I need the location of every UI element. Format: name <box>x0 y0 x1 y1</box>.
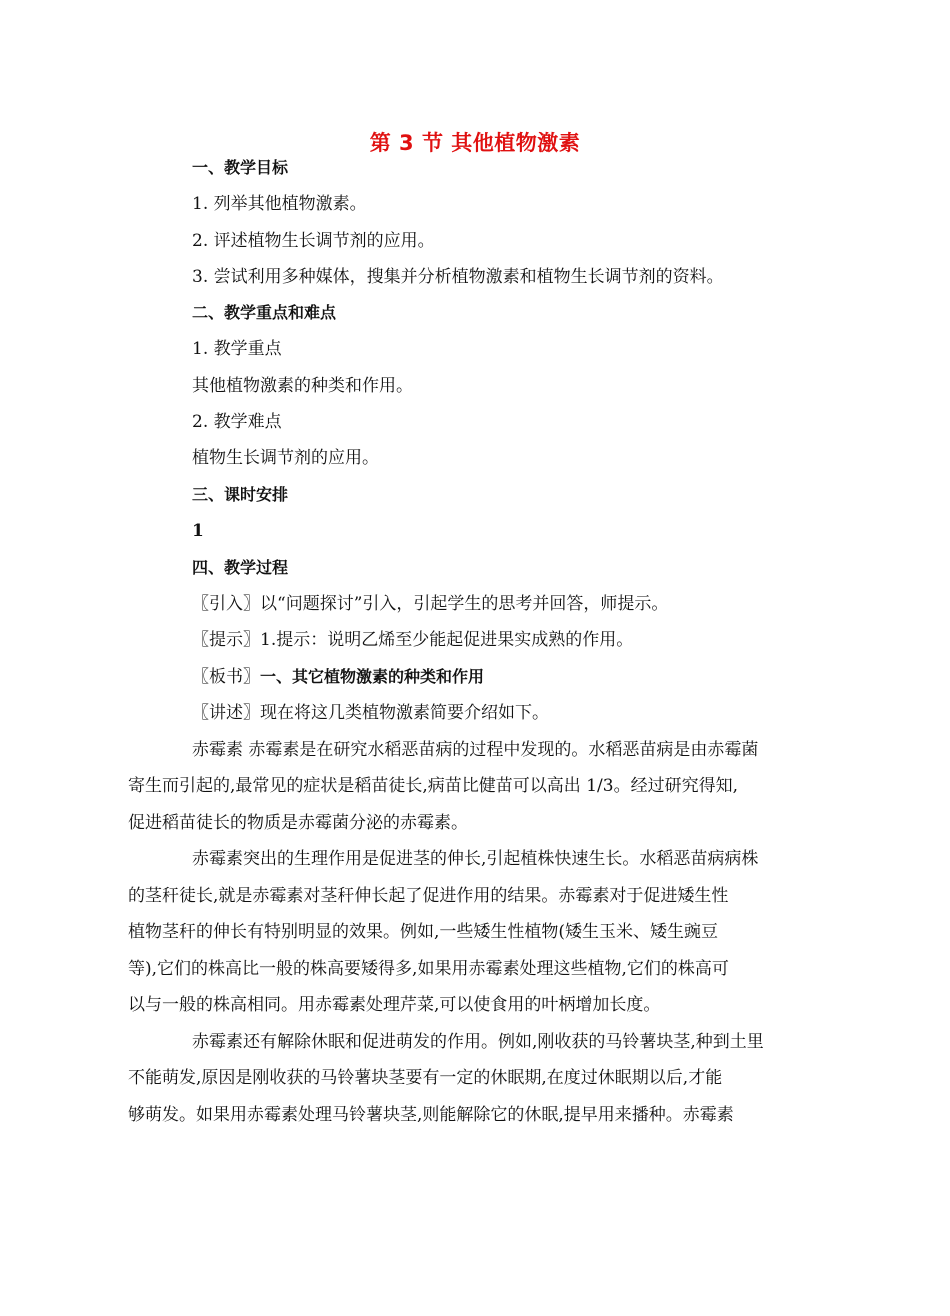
intro-text: 〖引入〗以“问题探讨”引入，引起学生的思考并回答，师提示。 <box>192 594 669 614</box>
paragraph-line: 促进稻苗徒长的物质是赤霉菌分泌的赤霉素。 <box>128 813 468 833</box>
section-heading-process: 四、教学过程 <box>192 558 289 577</box>
section-heading-schedule: 三、课时安排 <box>192 485 289 504</box>
board-line <box>192 665 484 689</box>
objective-item: 2. 评述植物生长调节剂的应用。 <box>192 231 435 251</box>
paragraph-line: 赤霉素还有解除休眠和促进萌发的作用。例如,刚收获的马铃薯块茎,种到土里 <box>192 1032 764 1052</box>
paragraph-line: 植物茎秆的伸长有特别明显的效果。例如,一些矮生性植物(矮生玉米、矮生豌豆 <box>128 922 719 942</box>
paragraph-line: 以与一般的株高相同。用赤霉素处理芹菜,可以使食用的叶柄增加长度。 <box>128 995 661 1015</box>
lecture-text: 〖讲述〗现在将这几类植物激素简要介绍如下。 <box>192 703 549 723</box>
section-heading-key-points: 二、教学重点和难点 <box>192 303 337 322</box>
section-heading-objectives: 一、教学目标 <box>192 158 289 177</box>
hint-text: 〖提示〗1.提示：说明乙烯至少能起促进果实成熟的作用。 <box>192 630 634 650</box>
key-point-label: 1. 教学重点 <box>192 339 282 359</box>
paragraph-line: 等),它们的株高比一般的株高要矮得多,如果用赤霉素处理这些植物,它们的株高可 <box>128 959 729 979</box>
schedule-value: 1 <box>192 521 204 541</box>
paragraph-line: 不能萌发,原因是刚收获的马铃薯块茎要有一定的休眠期,在度过休眠期以后,才能 <box>128 1068 723 1088</box>
objective-item: 3. 尝试利用多种媒体，搜集并分析植物激素和植物生长调节剂的资料。 <box>192 267 724 287</box>
board-title: 一、其它植物激素的种类和作用 <box>260 667 485 686</box>
key-point-text: 其他植物激素的种类和作用。 <box>192 376 413 396</box>
board-tag: 〖板书〗 <box>192 667 260 687</box>
paragraph-line: 寄生而引起的,最常见的症状是稻苗徒长,病苗比健苗可以高出 1/3。经过研究得知, <box>128 776 738 796</box>
paragraph-line: 赤霉素突出的生理作用是促进茎的伸长,引起植株快速生长。水稻恶苗病病株 <box>192 849 759 869</box>
paragraph-line: 赤霉素 赤霉素是在研究水稻恶苗病的过程中发现的。水稻恶苗病是由赤霉菌 <box>192 740 759 760</box>
objective-item: 1. 列举其他植物激素。 <box>192 194 367 214</box>
page-title: 第 3 节 其他植物激素 <box>369 131 581 155</box>
difficulty-label: 2. 教学难点 <box>192 412 282 432</box>
paragraph-line: 够萌发。如果用赤霉素处理马铃薯块茎,则能解除它的休眠,提早用来播种。赤霉素 <box>128 1105 734 1125</box>
paragraph-line: 的茎秆徒长,就是赤霉素对茎秆伸长起了促进作用的结果。赤霉素对于促进矮生性 <box>128 886 729 906</box>
difficulty-text: 植物生长调节剂的应用。 <box>192 448 379 468</box>
